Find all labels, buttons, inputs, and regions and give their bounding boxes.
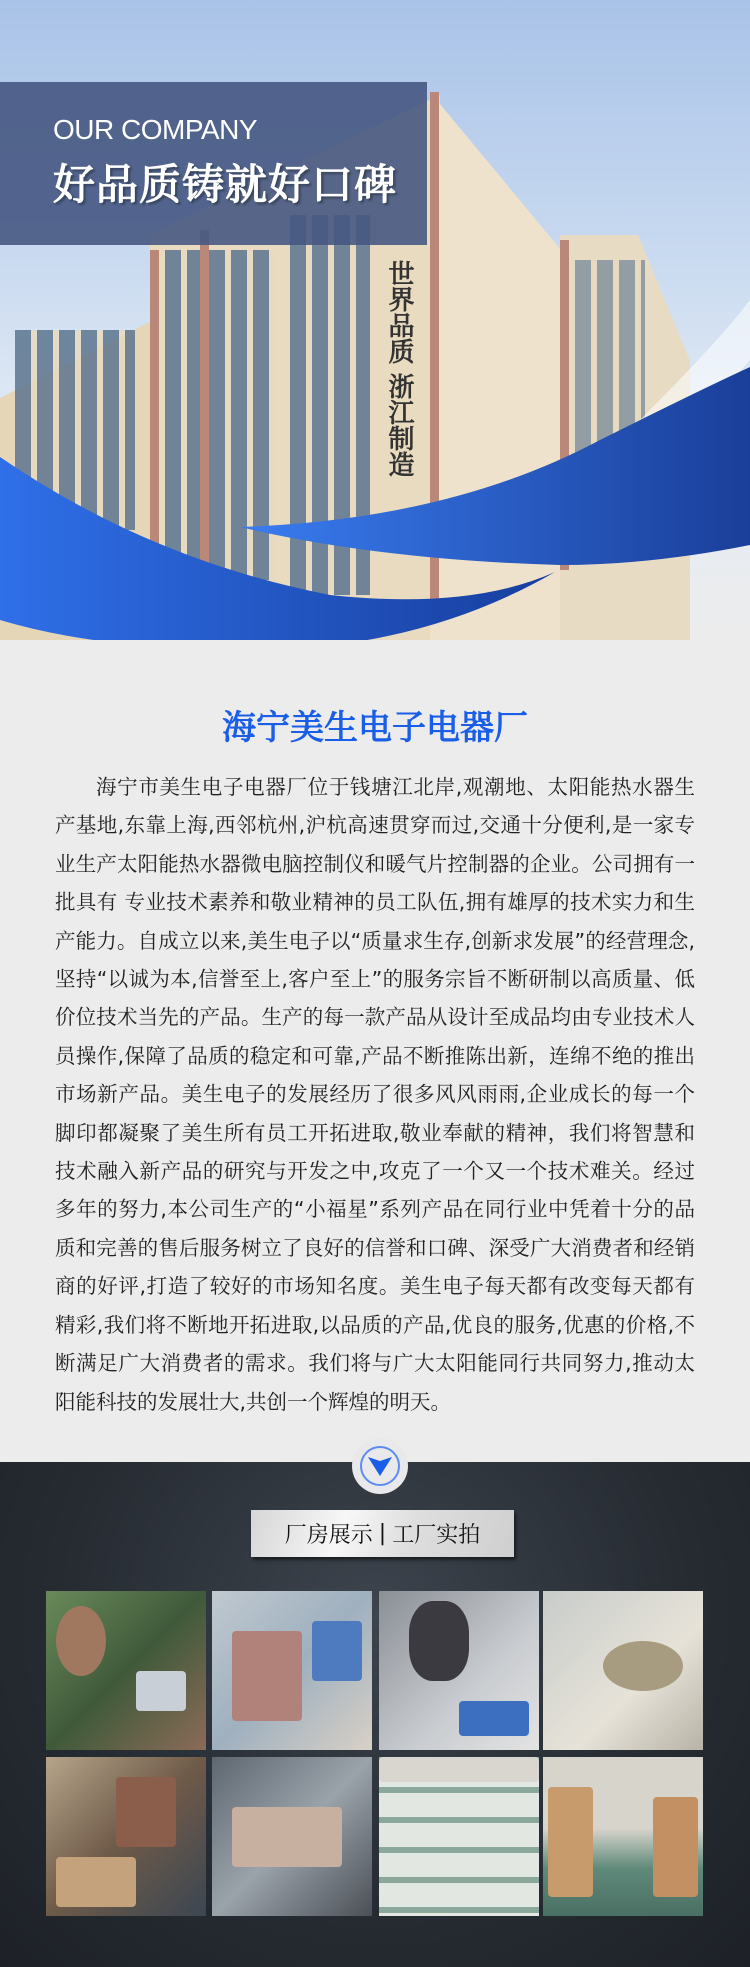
subtitle-en: OUR COMPANY <box>53 114 257 145</box>
gallery-photo-heating-test[interactable] <box>543 1591 703 1750</box>
chevron-down-icon <box>368 1455 392 1477</box>
gallery-photo-warehouse-boxes[interactable] <box>543 1757 703 1916</box>
gallery-photo-component-assembly[interactable] <box>212 1591 372 1750</box>
company-name: 海宁美生电子电器厂 <box>222 708 528 748</box>
company-description: 海宁市美生电子电器厂位于钱塘江北岸,观潮地、太阳能热水器生产基地,东靠上海,西邻杭州,沪杭高速贯穿而过,交通十分便利,是一家专业生产太阳能热水器微电脑控制仪和暖气片控制器的企业。公司拥有一批具有 专业技术素养和敬业精神的员工队伍,拥有雄厚的技术实力和生产能力。自成立以来,美生电子以“质量求生存,创新求发展”的经营理念,坚持“以诚为本,信誉至上,客户至上”的服务宗旨不断研制以高质量、低价位技术当先的产品。生产的每一款产品从设计至成品均由专业技术人员操作,保障了品质的稳定和可靠,产品不断推陈出新，连绵不绝的推出市场新产品。美生电子的发展经历了很多风风雨雨,企业成长的每一个脚印都凝聚了美生所有员工开拓进取,敬业奉献的精神，我们将智慧和技术融入新产品的研究与开发之中,攻克了一个又一个技术难关。经过多年的努力,本公司生产的“小福星”系列产品在同行业中凭着十分的品质和完善的售后服务树立了良好的信誉和口碑、深受广大消费者和经销商的好评,打造了较好的市场知名度。美生电子每天都有改变每天都有精彩,我们将不断地开拓进取,以品质的产品,优良的服务,优惠的价格,不断满足广大消费者的需求。我们将与广大太阳能同行共同努力,推动太阳能科技的发展壮大,共创一个辉煌的明天。 <box>55 775 695 1414</box>
gallery-photo-testing-station[interactable] <box>379 1591 539 1750</box>
headline: 好品质铸就好口碑 <box>53 160 398 209</box>
gallery-photo-workshop-soldering[interactable] <box>46 1591 206 1750</box>
label-separator: | <box>378 1521 387 1546</box>
building-sign: 世界品质 浙江制造 <box>384 260 414 478</box>
gallery-photo-machine-operation[interactable] <box>212 1757 372 1916</box>
gallery-photo-packing-line[interactable] <box>46 1757 206 1916</box>
gallery-photo-warehouse-shelves[interactable] <box>379 1757 539 1916</box>
headline-band <box>0 82 427 245</box>
hero-banner <box>0 0 750 640</box>
gallery-label <box>251 1510 514 1557</box>
scroll-down-button[interactable] <box>352 1438 408 1494</box>
label-factory-display: 厂房展示 <box>284 1523 373 1548</box>
label-factory-photos: 工厂实拍 <box>392 1523 481 1548</box>
